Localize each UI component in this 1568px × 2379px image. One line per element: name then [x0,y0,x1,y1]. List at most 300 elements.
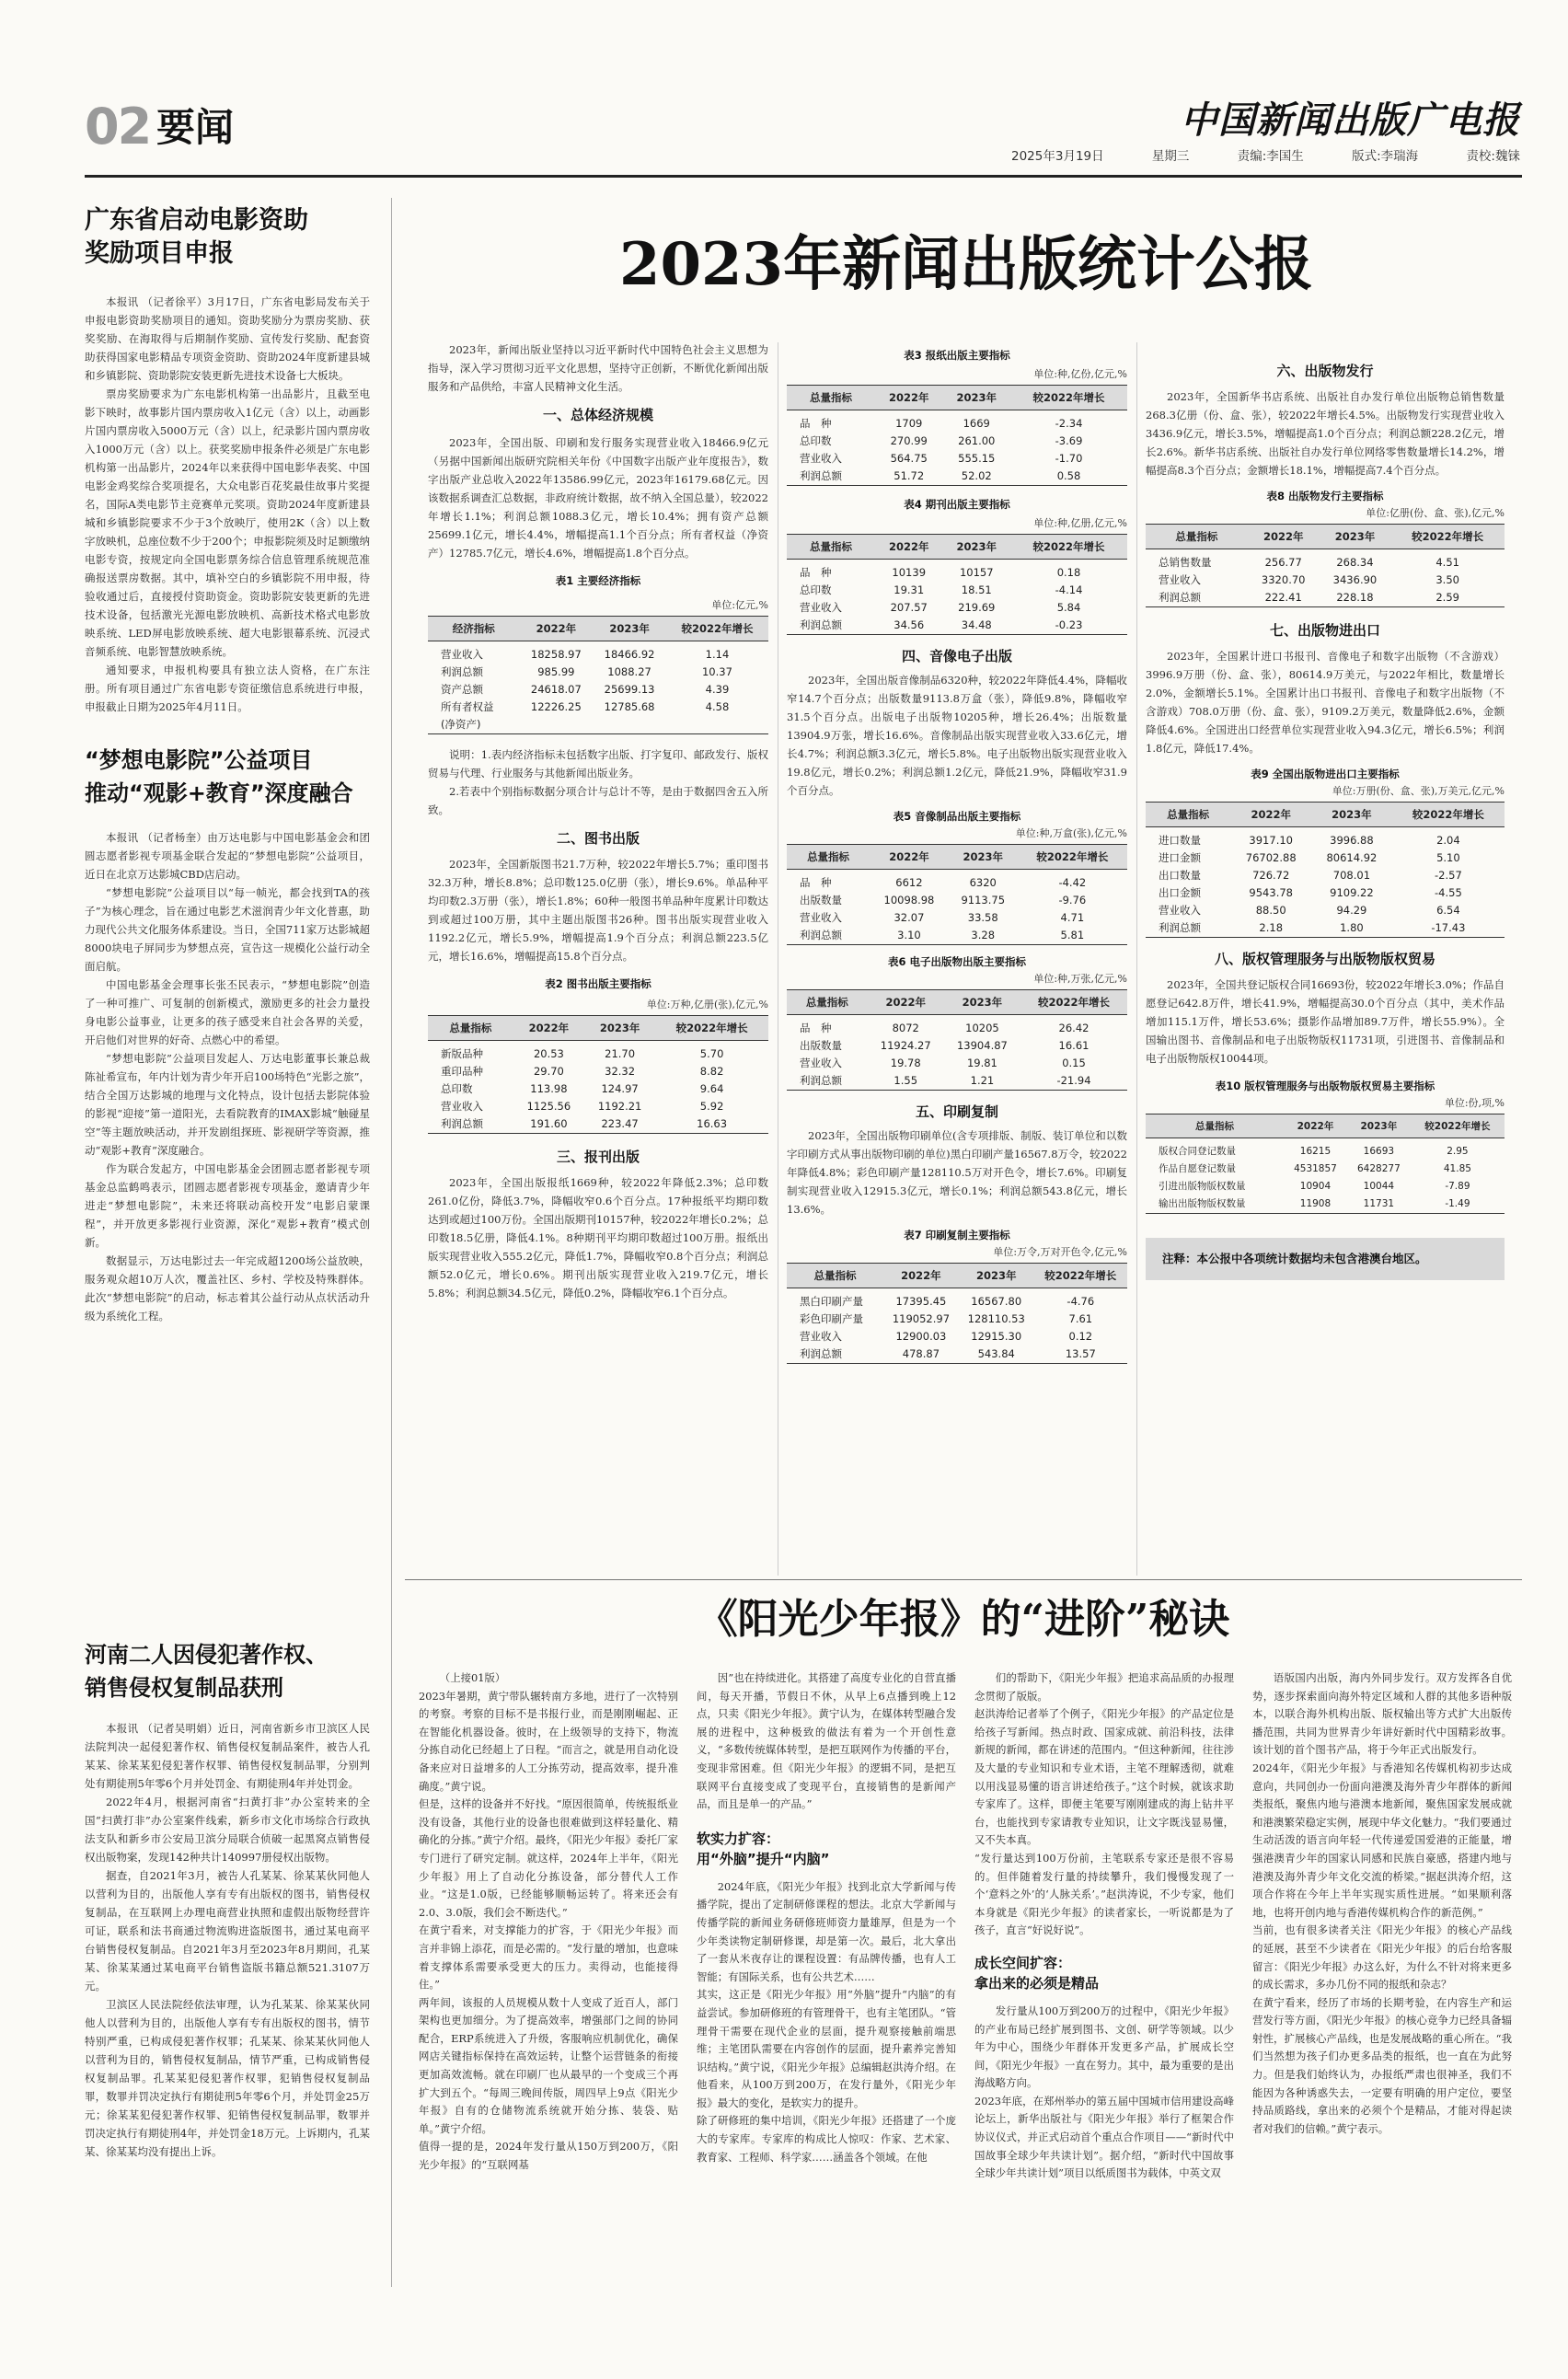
table-title: 表8 出版物发行主要指标 [1266,490,1384,502]
table-cell: 营业收入 [800,1330,842,1343]
stats-paragraph: 2023年，全国出版物印刷单位(含专项排版、制版、装订单位和以数字印刷方式从事出版物印刷的单位)黑白印刷产量16567.8万令，较2022年降低4.8%；彩色印刷产量128110.5万对开色令，增长7.6%。印刷复制实现营业收入12915.3亿元，增长0.1%；利润总额543.8亿元，增长13.6%。 [787,1129,1127,1216]
table-header-cell: 2022年 [1230,803,1311,827]
table-row [1146,1138,1505,1161]
table-cell: 利润总额 [1146,919,1230,938]
table-title: 表4 期刊出版主要指标 [904,498,1010,511]
table-cell: -4.55 [1435,886,1462,899]
table-header-row [787,386,1127,410]
table-cell: 12226.25 [530,700,582,713]
table-cell: 引进出版物版权数量 [1159,1181,1246,1192]
stats-col-2 [787,348,1127,1364]
table-header-cell: 较2022年增长 [655,1016,768,1041]
table-cell: 总印数 [800,583,832,596]
table-cell: 1.80 [1311,919,1392,938]
table-cell: 16.63 [655,1115,768,1134]
table-cell: 4.58 [705,700,730,713]
stats-paragraph: 2023年，全国出版报纸1669种，较2022年降低2.3%；总印数261.0亿份，降低3.7%，降幅收窄0.6个百分点。17种报纸平均期印数达到或超过100万份。全国出版期刊10157种，较2022年增长0.2%；总印数18.5亿册，降低4.1%。8种期刊平均期印数超过100万册。报纸出版实现营业收入555.2亿元，降低1.7%，降幅收窄0.8个百分点；利润总额52.0亿元，增长0.6%。期刊出版实现营业收入219.7亿元，增长5.8%；利润总额34.5亿元，降低0.2%，降幅收窄6.1个百分点。 [428,1176,769,1299]
feature-col-4 [1252,1669,1512,2138]
stats-paragraph: 2023年，全国共登记版权合同16693份，较2022年增长3.0%；作品自愿登记642.8万件，增长41.9%，增幅提高30.0个百分点（其中，美术作品增加115.1万件，增长53.6%；摄影作品增加89.7万件，增长55.9%）。全国输出图书、音像制品和电子出版物版权11731项，引进图书、音像制品和电子出版物版权10044项。 [1146,978,1505,1065]
table-cell: 13.57 [1034,1345,1127,1364]
column-divider [1136,342,1137,1576]
table-row [787,909,1127,927]
table-cell: 17395.45 [895,1295,947,1308]
table-cell: 20.53 [533,1047,564,1060]
table-cell [593,716,666,734]
table-row [787,1311,1127,1328]
table-cell: -7.89 [1445,1181,1470,1192]
title-line-2: 奖励项目申报 [85,239,234,268]
table-cell: 利润总额 [787,468,875,486]
table-cell: 9113.75 [961,894,1006,907]
table-row [428,1115,768,1134]
title-line-1: 广东省启动电影资助 [85,206,308,235]
table-cell: 3.10 [870,927,949,945]
header-rule [85,175,1522,178]
table-cell: -17.43 [1392,919,1505,938]
article-title-henan [85,1638,370,1704]
table-header-cell: 总量指标 [787,1264,883,1288]
table-row [787,560,1127,583]
stats-paragraph: 2023年，全国出版音像制品6320种，较2022年降低4.4%，降幅收窄14.7个百分点；出版数量9113.8万盒（张），降低9.8%，降幅收窄31.5个百分点。出版电子出版物10205种，增长26.4%；出版数量13904.9万张，增长16.6%。音像制品出版实现营业收入33.6亿元，增长4.7%；利润总额3.3亿元，增长5.8%。电子出版物出版实现营业收入19.8亿元，增长0.2%；利润总额1.2亿元，降低21.9%，降幅收窄31.9个百分点。 [787,674,1128,797]
article-paragraph: “梦想电影院”公益项目发起人、万达电影董事长兼总裁陈祉希宣布，年内计划为青少年开启100场特色“光影之旅”，结合全国万达影城的地理与文化特点，设计包括去影院体验的影视“迎接”第一道阳光，去看院教育的IMAX影城“触碰星空”等主题放映活动，并开发剧组探班、影视研学等资源，推动“观影+教育”深度融合。 [85,1052,370,1157]
feature-col-3 [974,1669,1234,2183]
table-row [1146,849,1505,867]
table-cell: 总印数 [800,434,832,447]
table-cell: 彩色印刷产量 [800,1312,863,1325]
stats-col-3 [1146,361,1505,1280]
article-paragraph: 作为联合发起方，中国电影基金会团圆志愿者影视专项基金总监鹤鸣表示，团圆志愿者影视专项基金，邀请青少年进走“梦想电影院”，未来还将联动高校开发“电影启蒙课程”，并开放更多影视行业资源，深化“观影+教育”模式创新。 [85,1162,370,1249]
table-cell: 9.64 [699,1082,724,1095]
table-row [787,870,1127,893]
table-cell: 资产总额 [441,683,483,696]
section-divider [405,1579,1522,1580]
stats-table [787,989,1127,1091]
stats-paragraph: 2023年，全国累计进口书报刊、音像电子和数字出版物（不含游戏）3996.9万册（份、盒、张），80614.9万美元，与2022年相比，数量增长2.0%，金额增长5.1%。全国累计出口书报刊、音像电子和数字出版物（不含游戏）708.0万册（份、盒、张），9109.2万美元，数量降低2.6%，金额降低4.6%。全国进出口经营单位实现营业收入94.3亿元，增长6.5%；利润1.8亿元，降低17.4%。 [1146,650,1505,755]
table-cell: 10044 [1363,1181,1395,1192]
stats-table [787,844,1127,945]
table-cell: 268.34 [1336,556,1374,569]
table-header-row [1146,803,1505,827]
table-header-cell: 2023年 [959,1264,1034,1288]
table-header-cell: 2022年 [1248,525,1320,549]
stats-table [428,1015,768,1134]
table-header-cell: 总量指标 [787,990,868,1015]
table-cell: 726.72 [1252,869,1290,882]
table-row [787,1015,1127,1038]
table-cell: 1.14 [705,648,730,661]
table-cell: 10098.98 [883,894,935,907]
column-divider [391,198,392,2287]
issue-weekday: 星期三 [1151,149,1190,164]
table-title: 表6 电子出版物出版主要指标 [887,955,1026,968]
table-cell: 11908 [1284,1195,1347,1214]
table-cell: 11731 [1347,1195,1411,1214]
stats-table [787,385,1127,486]
stats-table [1146,1114,1505,1214]
subheading-line-2: 用“外脑”提升“内脑” [697,1850,830,1867]
table-cell: 4.39 [705,683,730,696]
table-row [1146,589,1505,607]
table-cell: 191.60 [513,1115,584,1134]
table-cell: 2.04 [1436,834,1460,847]
table-unit: 单位:种,亿册,亿元,% [1033,517,1127,529]
table-header-cell: 2022年 [875,535,943,560]
article-paragraph: 票房奖励要求为广东电影机构第一出品影片，且截至电影下映时，故事影片国内票房收入1亿元（含）以上，动画影片国内票房收入5000万元（含）以上，纪录影片国内票房收入1000万元（含）以上。获奖奖励申报条件必须是广东电影机构第一出品影片，2024年以来获得中国电影华表奖、中国电影金鸡奖综合奖项提名，大众电影百花奖最佳故事片奖提名，国际A类电影节主竞赛单元奖项。资助2024年度新建县城和乡镇影院要求不少于3个放映厅，使用2K（含）以上数字放映机，总座位数不少于200个；申报影院须及时足额缴纳电影专资，按规定向全国电影票务综合信息管理系统规范准确报送票房数据。其中，填补空白的乡镇影院不用申报，待验收通过后，直接授付资助资金。资助影院安装更新的先进技术设备，包括激光光源电影放映机、高新技术格式电影放映系统、LED屏电影放映系统、超大电影银幕系统、沉浸式音频系统、电影智慧放映系统。 [85,387,370,658]
table-cell: 5.10 [1436,851,1460,864]
table-header-row [787,1264,1127,1288]
layout-credit: 版式:李瑞海 [1352,149,1419,164]
table-row [428,716,768,734]
table-cell: 2.18 [1230,919,1311,938]
table-header-row [787,845,1127,870]
table-cell: 33.58 [967,911,998,924]
table-cell: 版权合同登记数量 [1159,1146,1236,1157]
table-unit: 单位:种,万张,亿元,% [1033,973,1127,985]
title-line-2: 销售侵权复制品获刑 [85,1675,283,1701]
left-column-bottom [85,1638,370,2161]
table-cell: 6428277 [1356,1163,1401,1174]
table-header-cell: 2022年 [875,386,943,410]
table-row [1146,1161,1505,1178]
table-cell: 3917.10 [1249,834,1293,847]
table-cell: 5.70 [699,1047,724,1060]
table-title: 表7 印刷复制主要指标 [904,1229,1010,1241]
table-row [428,664,768,681]
table-cell: 2.95 [1447,1146,1469,1157]
table-header-row [787,535,1127,560]
table-cell: 品 种 [800,417,832,430]
table-cell: 6612 [895,876,923,889]
table-header-cell: 2022年 [1284,1114,1347,1138]
table-row [1146,827,1505,850]
table-cell: 1125.56 [526,1100,571,1113]
article-paragraph: 本报讯 （记者吴明娟）近日，河南省新乡市卫滨区人民法院判决一起侵犯著作权、销售侵权复制品案件，被告人孔某某、徐某某犯侵犯著作权罪、销售侵权复制品罪，分别判处有期徒刑5年零6个月并处罚金、有期徒刑4年并处罚金。 [85,1722,370,1790]
table-cell: 543.84 [959,1345,1034,1364]
table-cell: 270.99 [890,434,928,447]
table-cell: 0.15 [1062,1057,1086,1069]
stats-table [787,534,1127,635]
table-cell: 利润总额 [1146,589,1248,607]
section-heading: 五、印刷复制 [915,1103,998,1120]
table-cell: -4.76 [1066,1295,1095,1308]
table-cell: 94.29 [1336,904,1367,917]
subheading-line-2: 拿出来的必须是精品 [974,1974,1100,1992]
table-cell: 52.02 [942,468,1010,486]
subheading-line-1: 软实力扩容： [697,1830,780,1847]
page-number: 02 [85,98,151,156]
table-cell: 10139 [892,566,927,579]
feature-subheading [974,1953,1234,1993]
feature-headline: 《阳光少年报》的“进阶”秘诀 [697,1596,1230,1643]
stats-paragraph: 2023年，全国新版图书21.7万种，较2022年增长5.7%；重印图书32.3万种，增长8.8%；总印数125.0亿册（张），增长9.6%。单品种平均印数2.3万册（张），增长1.8%；60种一般图书单品种年度累计印数达到或超过100万册，其中主题出版图书26种。图书出版实现营业收入1192.2亿元，增长5.9%，增幅提高1.9个百分点；利润总额223.5亿元，增长16.6%，增幅提高15.8个百分点。 [428,858,768,963]
article-paragraph: 卫滨区人民法院经依法审理，认为孔某某、徐某某伙同他人以营利为目的，出版他人享有专有出版权的图书，情节特别严重，已构成侵犯著作权罪；孔某某、徐某某伙同他人以营利为目的，销售侵权复制品，情节严重，已构成销售侵权复制品罪。孔某某犯侵犯著作权罪，犯销售侵权复制品罪，数罪并罚决定执行有期徒刑5年零6个月，并处罚金25万元；徐某某犯侵犯著作权罪、犯销售侵权复制品罪，数罪并罚决定执行有期徒刑4年，并处罚金18万元。上诉期内，孔某某、徐某某均没有提出上诉。 [85,1998,370,2158]
table-cell: 19.81 [966,1057,997,1069]
table-cell: -1.70 [1055,452,1083,465]
table-cell: 营业收入 [1159,904,1201,917]
table-row [787,433,1127,450]
table-cell: 3.28 [949,927,1018,945]
table-cell: 重印品种 [441,1065,483,1078]
table-row [787,1037,1127,1055]
table-header-cell: 2022年 [870,845,949,870]
table-cell: 6320 [969,876,997,889]
table-cell: 222.41 [1248,589,1320,607]
table-cell: 985.99 [537,665,575,678]
table-header-row [428,617,768,641]
table-row [428,1041,768,1064]
proofreader-credit: 责校:魏铼 [1466,149,1520,164]
table-cell: 新版品种 [441,1047,483,1060]
table-unit: 单位:亿册(份、盒、张),亿元,% [1366,507,1505,519]
table-cell: 10904 [1299,1181,1332,1192]
table-cell: 19.78 [890,1057,921,1069]
title-line-1: 河南二人因侵犯著作权、 [85,1642,328,1668]
table-cell: 113.98 [530,1082,568,1095]
table-cell: 34.56 [875,617,943,635]
table-header-row [1146,1114,1505,1138]
table-cell: 76702.88 [1245,851,1297,864]
section-heading: 八、版权管理服务与出版物版权贸易 [1214,951,1435,967]
section-heading: 六、出版物发行 [1276,363,1374,379]
table-cell: 124.97 [601,1082,639,1095]
table-header-cell: 2023年 [942,535,1010,560]
table-header-cell: 总量指标 [1146,1114,1284,1138]
table-row [787,892,1127,909]
table-cell: 708.01 [1332,869,1371,882]
table-row [787,410,1127,433]
table-cell: 128110.53 [967,1312,1025,1325]
date-line [1011,145,1520,164]
table-cell: 4.71 [1060,911,1085,924]
table-cell: 32.07 [894,911,925,924]
article-paragraph: 据查，自2021年3月，被告人孔某某、徐某某伙同他人以营利为目的，出版他人享有专有出版权的图书，销售侵权复制品，在互联网上办理电商营业执照和虚假出版物经营许可证，联系和法书商通过物流购进盗版图书，通过某电商平台销售侵权复制品。自2021年3月至2023年8月期间，孔某某、徐某某通过某电商平台销售盗版书籍总额521.3107万元。 [85,1869,370,1992]
table-title: 表9 全国出版物进出口主要指标 [1251,768,1400,780]
table-cell: 223.47 [584,1115,655,1134]
table-cell: -2.34 [1055,417,1083,430]
table-cell: -4.14 [1055,583,1083,596]
table-row [428,681,768,699]
table-row [428,641,768,664]
table-cell: 3436.90 [1332,573,1378,586]
feature-col-2 [697,1669,956,2166]
table-header-cell: 2023年 [1320,525,1391,549]
table-cell [666,716,768,734]
stats-intro: 2023年，新闻出版业坚持以习近平新时代中国特色社会主义思想为指导，深入学习贯彻习近平文化思想，坚持守正创新，不断优化新闻出版服务和产品供给，丰富人民精神文化生活。 [428,343,768,393]
table-cell: 利润总额 [787,927,870,945]
table-cell: 0.58 [1010,468,1127,486]
table-cell: -9.76 [1058,894,1087,907]
table-cell: 作品自愿登记数量 [1159,1163,1236,1174]
table-row [428,1098,768,1115]
table-cell: 25699.13 [604,683,655,696]
stats-table [787,1263,1127,1364]
table-cell: 营业收入 [441,648,483,661]
table-cell: 总销售数量 [1159,556,1212,569]
article-title-guangdong [85,204,370,271]
table-cell: 营业收入 [800,911,842,924]
table-cell: 总印数 [441,1082,473,1095]
table-header-cell: 总量指标 [787,535,875,560]
table-cell: 16693 [1363,1146,1395,1157]
table-cell: 564.75 [890,452,928,465]
table-header-cell: 2023年 [944,990,1020,1015]
paper-name: 中国新闻出版广电报 [1181,98,1520,142]
table-cell: 12915.30 [971,1330,1022,1343]
table-cell: 41.85 [1443,1163,1471,1174]
feature-text: 们的帮助下，《阳光少年报》把追求高品质的办报理念贯彻了版版。 赵洪涛给记者举了个例子，《阳光少年报》的产品定位是给孩子写新闻。热点时政、国家成就、前沿科技，法律新规的新闻，都在讲述的范围内。“但这种新闻，往往涉及大量的专业知识和专业术语，主笔不理解透彻，就难以用浅显易懂的语言讲述给孩子。”这个时候，就该求助专家库了。这样，即便主笔要写刚刚建成的海上钻井平台，也能找到专家请教专业知识，让文字既浅显易懂，又不失本真。 “发行量达到100万份前，主笔联系专家还是很不容易的。但伴随着发行量的持续攀升，我们慢慢发现了一个‘意料之外’的‘人脉关系’。”赵洪涛说，不少专家，他们本身就是《阳光少年报》的读者家长，一听说都是为了孩子，直言“好说好说”。 [974,1671,1234,1937]
table-cell: 所有者权益 [441,700,494,713]
table-title: 表2 图书出版主要指标 [545,977,651,990]
stats-paragraph: 2023年，全国新华书店系统、出版社自办发行单位出版物总销售数量268.3亿册（份、盒、张），较2022年增长4.5%。出版物发行实现营业收入3436.9亿元，增长3.5%，增幅提高1.0个百分点；利润总额228.2亿元，增长2.6%。新华书店系统、出版社自办发行单位网络零售数量增长14.2%，增幅提高8.3个百分点；金额增长18.1%，增幅提高7.4个百分点。 [1146,390,1505,477]
table-cell: 2.59 [1390,589,1505,607]
table-cell: 5.81 [1018,927,1127,945]
table-cell: 16567.80 [971,1295,1022,1308]
table-cell: 9543.78 [1249,886,1293,899]
table-cell: 228.18 [1320,589,1391,607]
table-cell: 1192.21 [597,1100,642,1113]
table-row [1146,867,1505,884]
table-cell: 利润总额 [428,1115,513,1134]
table-cell: 80614.92 [1326,851,1378,864]
table-cell: 4.51 [1435,556,1459,569]
table-cell: 营业收入 [1159,573,1201,586]
feature-text: 发行量从100万到200万的过程中，《阳光少年报》的产业布局已经扩展到图书、文创、研学等领域。以少年为中心，围绕少年群体开发更多产品，扩展成长空间，《阳光少年报》一直在努力。其中，最为重要的是出海战略方向。 2023年底，在郑州举办的第五届中国城市信用建设高峰论坛上，新华出版社与《阳光少年报》举行了框架合作协议仪式，并正式启动首个重点合作项目——“新时代中国故事全球少年共读计划”。据介绍，“新时代中国故事全球少年共读计划”项目以纸质图书为载体，中英文双 [974,2004,1234,2180]
table-cell: 29.70 [533,1065,564,1078]
table-cell: 利润总额 [787,617,875,635]
section-heading: 一、总体经济规模 [542,407,653,423]
table-header-row [1146,525,1505,549]
table-cell: 0.18 [1056,566,1081,579]
table-header-cell: 2023年 [593,617,666,641]
table-cell: 219.69 [958,601,996,614]
stats-col-1 [428,341,768,1302]
table-title: 表10 版权管理服务与出版物版权贸易主要指标 [1215,1080,1435,1092]
article-title-mengxiang [85,744,370,810]
table-header-cell: 较2022年增长 [1392,803,1505,827]
table-cell: 261.00 [958,434,996,447]
table-header-cell: 总量指标 [787,386,875,410]
feature-text: 语版国内出版，海内外同步发行。双方发挥各自优势，逐步探索面向海外特定区域和人群的其他多语种版本，以联合海外机构出版、版权输出等方式扩大出版传播范围，共同为世界青少年讲好新时代中国精彩故事。该计划的首个图书产品，将于今年正式出版发行。 2024年，《阳光少年报》与香港知名传媒机构初步达成意向，共同创办一份面向港澳及海外青少年群体的新闻类报纸，聚焦内地与港澳本地新闻，聚焦国家发展成就和港澳繁荣稳定实例，展现中华文化魅力。“我们要通过生动活泼的语言向年轻一代传递爱国爱港的正能量，增强港澳青少年的国家认同感和民族自豪感，搭建内地与港澳及海外青少年文化交流的桥梁。”据赵洪涛介绍，这项合作将在今年上半年实现实质性进展。“如果顺利落地，也将开创内地与香港传媒机构合作的新范例。” 当前，也有很多读者关注《阳光少年报》的核心产品线的延展，甚至不少读者在《阳光少年报》的后台给客服留言：《阳光少年报》办这么好，为什么不针对将来更多的成长需求，多办几份不同的报纸和杂志？ 在黄宁看来，经历了市场的长期考验，在内容生产和运营发行等方面，《阳光少年报》的核心竞争力已经具备辐射性，扩展核心产品线，也是发展战略的重心所在。“我们当然想为孩子们办更多品类的报纸，也一直在为此努力。但是我们始终认为，办报纸严肃也很神圣，我们不能因为各种诱惑失去，一定要有明确的用户定位，要坚持品质路线，拿出来的必须个个是精品，才能对得起读者对我们的信赖。”黄宁表示。 [1252,1671,1512,2135]
page-header [85,99,1520,166]
table-cell: 8072 [892,1022,919,1034]
table-cell: 1709 [895,417,923,430]
table-cell: 黑白印刷产量 [800,1295,863,1308]
table-header-cell: 总量指标 [428,1016,513,1041]
table-title: 表1 主要经济指标 [555,574,641,587]
table-cell: 10205 [965,1022,999,1034]
title-line-1: “梦想电影院”公益项目 [85,747,313,773]
table-cell: 3996.88 [1330,834,1374,847]
table-header-cell: 较2022年增长 [1411,1114,1505,1138]
table-header-row [428,1016,768,1041]
table-row [787,1072,1127,1091]
table-header-cell: 2023年 [1347,1114,1411,1138]
table-cell: 输出出版物版权数量 [1146,1195,1284,1214]
section-name: 要闻 [156,105,235,150]
table-cell: 555.15 [958,452,996,465]
table-header-cell: 较2022年增长 [1034,1264,1127,1288]
stats-paragraph: 2023年，全国出版、印刷和发行服务实现营业收入18466.9亿元（另据中国新闻出版研究院相关年份《中国数字出版产业年度报告》，数字出版产业总收入2022年13586.99亿元，2023年16179.68亿元。因该数据系调查汇总数据，非政府统计数据，故不纳入全国总量），较2022年增长1.1%；利润总额1088.3亿元，增长10.4%；拥有资产总额25699.1亿元，增长4.4%，增幅提高1.1个百分点；所有者权益（净资产）12785.7亿元，增长4.6%，增幅提高1.8个百分点。 [428,436,768,560]
table-row [787,468,1127,486]
left-column [85,204,370,1325]
table-header-row [787,990,1127,1015]
table-cell: 11924.27 [880,1039,931,1052]
table-header-cell: 2023年 [942,386,1010,410]
article-paragraph: 本报讯 （记者杨奎）由万达电影与中国电影基金会和团圆志愿者影视专项基金联合发起的“梦想电影院”公益项目，近日在北京万达影城CBD店启动。 [85,831,370,881]
table-cell: 6.54 [1436,904,1460,917]
table-cell: 51.72 [875,468,943,486]
table-header-cell: 较2022年增长 [666,617,768,641]
stats-table [1146,802,1505,938]
table-row [787,927,1127,945]
table-cell: 品 种 [800,566,832,579]
table-row [428,1080,768,1098]
table-cell: 1.55 [868,1072,944,1091]
table-cell: 207.57 [890,601,928,614]
table-cell: 营业收入 [441,1100,483,1113]
table-header-cell: 2023年 [949,845,1018,870]
stats-table [1146,524,1505,607]
table-header-cell: 较2022年增长 [1010,386,1127,410]
table-cell: 品 种 [800,876,832,889]
table-header-cell: 较2022年增长 [1020,990,1127,1015]
table-cell: 5.92 [699,1100,724,1113]
table-cell: (净资产) [428,716,520,734]
table-header-cell: 总量指标 [1146,803,1230,827]
table-row [787,599,1127,617]
table-cell: 1088.27 [607,665,651,678]
table-cell: -21.94 [1020,1072,1127,1091]
article-paragraph: 数据显示，万达电影过去一年完成超1200场公益放映，服务观众超10万人次，覆盖社区、乡村、学校及特殊群体。此次“梦想电影院”的启动，标志着其公益行动从点状活动升级为系统化工程。 [85,1254,370,1322]
table-row [1146,919,1505,938]
table-unit: 单位:亿元,% [711,599,768,611]
table-cell: 出版数量 [800,1039,842,1052]
article-paragraph: 中国电影基金会理事长张丕民表示，“梦想电影院”创造了一种可推广、可复制的创新模式，激励更多的社会力量投身电影公益事业，让更多的孩子感受来自社会各界的关爱，开启他们对世界的好奇、点燃心中的希望。 [85,978,370,1046]
table-cell: 1669 [963,417,990,430]
table-cell: 营业收入 [800,452,842,465]
article-paragraph: “梦想电影院”公益项目以“每一帧光，都会找到TA的孩子”为核心理念，旨在通过电影艺术滋润青少年文化普惠，助力现代公共文化服务体系建设。当日，全国711家万达影城超8000块电子屏同步为梦想点亮，宣告这一规模化公益行动全面启航。 [85,886,370,973]
feature-subheading [697,1829,956,1869]
table-row [1146,902,1505,919]
table-row [1146,572,1505,589]
table-header-cell: 经济指标 [428,617,520,641]
table-cell: 13904.87 [956,1039,1008,1052]
editor-credit: 责编:李国生 [1237,149,1304,164]
table-cell: 24618.07 [530,683,582,696]
table-row [787,617,1127,635]
table-unit: 单位:万令,万对开色令,亿元,% [993,1246,1127,1258]
table-header-cell: 2023年 [1311,803,1392,827]
table-cell: 出口数量 [1159,869,1201,882]
table-note: 2.若表中个别指标数据分项合计与总计不等，是由于数据四舍五入所致。 [428,785,768,816]
table-header-cell: 较2022年增长 [1010,535,1127,560]
table-row [787,1055,1127,1072]
table-cell: -0.23 [1010,617,1127,635]
table-cell: -1.49 [1411,1195,1505,1214]
table-row [1146,1195,1505,1214]
table-cell: 12900.03 [895,1330,947,1343]
table-cell: 18466.92 [604,648,655,661]
table-cell: 18.51 [961,583,992,596]
table-row [1146,549,1505,572]
feature-text: （上接01版） 2023年暑期，黄宁带队辗转南方多地，进行了一次特别的考察。考察的目标不是书报行业，而是刚刚崛起、正在智能化机器设备。彼时，在上级领导的支持下，物流分拣自动化已经超上了日程。“而言之，就是用自动化设备来应对日益增多的人工分拣劳动，提高效率，提升准确度。”黄宁说。 但是，这样的设备并不好找。“原因很简单，传统报纸业没有设备，其他行业的设备也很难做到这样轻量化、精确化的分拣。”黄宁介绍。最终，《阳光少年报》委托厂家专门进行了研究定制。就这样，2024年上半年，《阳光少年报》用上了自动化分拣设备，部分替代人工作业。“这是1.0版，已经能够顺畅运转了。将来还会有2.0、3.0版，我们会不断迭代。” 在黄宁看来，对支撑能力的扩容，于《阳光少年报》而言并非锦上添花，而是必需的。“发行量的增加，也意味着支撑体系需要承受更大的压力。卖得动，也能接得住。” 两年间，该报的人员规模从数十人变成了近百人，部门架构也更加细分。为了提高效率，增强部门之间的协同配合，ERP系统进入了升级，客服响应机制优化，确保网店关键指标保持在高效运转，让整个运营链条的衔接更加高效流畅。就在印刷厂也从最早的一个变成三个再扩大到五个。“每周三晚间传版，周四早上9点《阳光少年报》自有的仓储物流系统就开始分拣、装袋、贴单。”黄宁介绍。 值得一提的是，2024年发行量从150万到200万，《阳光少年报》的“互联网基 [419,1671,678,2172]
table-header-cell: 总量指标 [1146,525,1248,549]
title-line-2: 推动“观影+教育”深度融合 [85,780,353,806]
table-title: 表3 报纸出版主要指标 [904,349,1010,362]
table-row [1146,1178,1505,1195]
table-cell: 营业收入 [800,601,842,614]
issue-date: 2025年3月19日 [1011,149,1104,164]
